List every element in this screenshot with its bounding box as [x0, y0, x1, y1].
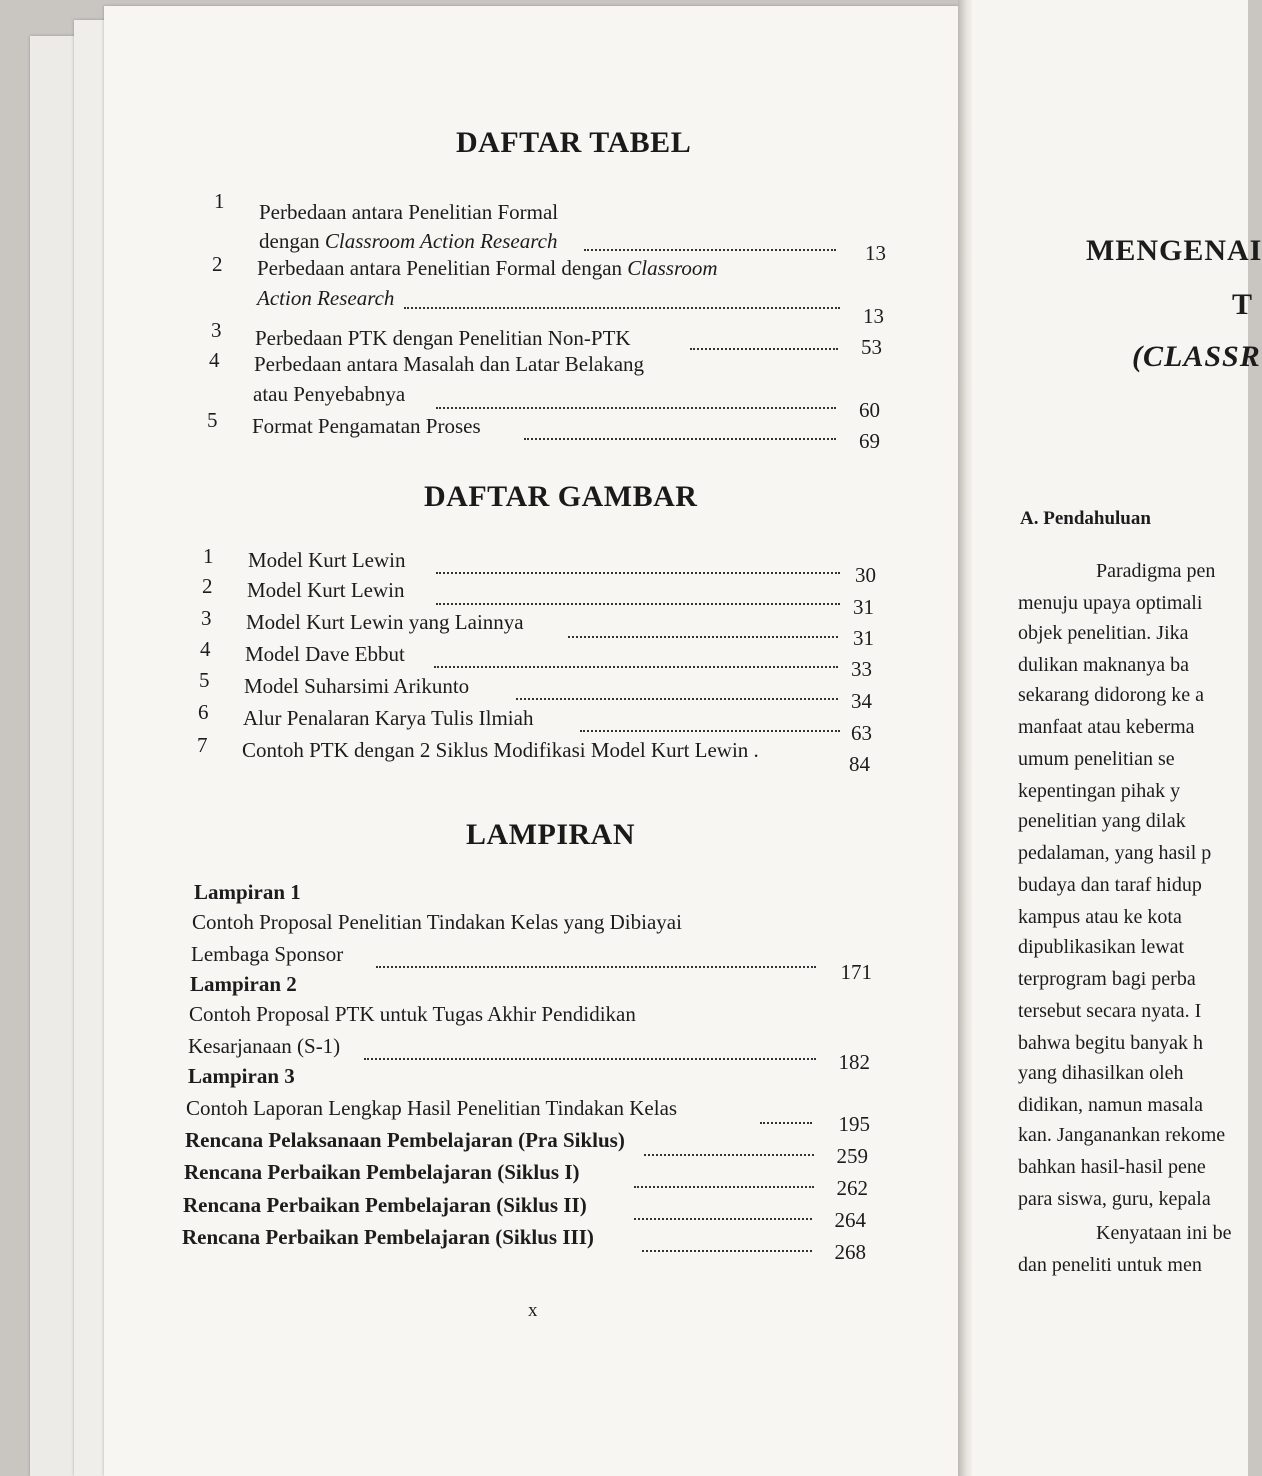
- dot-leader: [376, 966, 816, 968]
- lampiran-1-label: Lampiran 1: [194, 880, 301, 904]
- dot-leader: [642, 1250, 812, 1252]
- body-text-line: objek penelitian. Jika: [1018, 622, 1189, 644]
- rpp-item-title: Rencana Perbaikan Pembelajaran (Siklus I): [184, 1160, 580, 1184]
- gambar-item-number: 1: [203, 544, 214, 568]
- tabel-item-title: Perbedaan antara Penelitian Formal dengan Classroom: [257, 256, 718, 280]
- dot-leader: [690, 348, 838, 350]
- body-text-line: menuju upaya optimali: [1018, 592, 1203, 614]
- tabel-item-title-cont: Action Research: [257, 286, 395, 310]
- page-number: 84: [849, 752, 870, 776]
- body-text-line: pedalaman, yang hasil p: [1018, 842, 1212, 864]
- body-text-line: manfaat atau keberma: [1018, 716, 1195, 738]
- lampiran-2-title: Contoh Proposal PTK untuk Tugas Akhir Pendidikan: [189, 1002, 636, 1026]
- page-number: 63: [851, 721, 872, 745]
- dot-leader: [584, 249, 836, 251]
- rpp-item-title: Rencana Pelaksanaan Pembelajaran (Pra Siklus): [185, 1128, 625, 1152]
- page-number: 31: [853, 626, 874, 650]
- tabel-item-title: Format Pengamatan Proses: [252, 414, 481, 438]
- gambar-item-title: Alur Penalaran Karya Tulis Ilmiah: [243, 706, 534, 730]
- gambar-item-number: 5: [199, 668, 210, 692]
- rpp-item-title: Rencana Perbaikan Pembelajaran (Siklus II): [183, 1193, 587, 1217]
- tabel-item-title-cont: atau Penyebabnya: [253, 382, 406, 406]
- body-text-line: Paradigma pen: [1096, 560, 1216, 582]
- tabel-item-title: Perbedaan antara Penelitian Formal: [259, 200, 559, 224]
- body-text-line: dan peneliti untuk men: [1018, 1254, 1202, 1276]
- dot-leader: [436, 603, 840, 605]
- lampiran-1-title-cont: Lembaga Sponsor: [191, 942, 344, 966]
- chapter-title-line1: MENGENAI: [1086, 234, 1262, 267]
- tabel-item-title: Perbedaan antara Masalah dan Latar Belakang: [254, 352, 645, 376]
- book-gutter: [958, 0, 972, 1476]
- tabel-item-number: 3: [211, 318, 222, 342]
- body-text-line: para siswa, guru, kepala: [1018, 1188, 1211, 1210]
- tabel-item-title-cont: dengan Classroom Action Research: [259, 229, 558, 253]
- page-number: 13: [865, 241, 886, 265]
- tabel-item-title: Perbedaan PTK dengan Penelitian Non-PTK: [255, 326, 631, 350]
- gambar-item-title: Model Dave Ebbut: [245, 642, 405, 666]
- dot-leader: [436, 407, 836, 409]
- page-number: 268: [834, 1240, 866, 1264]
- body-text-line: yang dihasilkan oleh: [1018, 1062, 1184, 1084]
- lampiran-1-title: Contoh Proposal Penelitian Tindakan Kelas yang Dibiayai: [192, 910, 682, 934]
- gambar-item-number: 3: [201, 606, 212, 630]
- gambar-item-title: Model Kurt Lewin: [247, 578, 405, 602]
- dot-leader: [634, 1218, 812, 1220]
- daftar-gambar-heading: DAFTAR GAMBAR: [424, 480, 698, 513]
- gambar-item-number: 2: [202, 574, 213, 598]
- dot-leader: [364, 1058, 816, 1060]
- lampiran-heading: LAMPIRAN: [466, 818, 635, 851]
- body-text-line: terprogram bagi perba: [1018, 968, 1196, 990]
- page-number: 264: [834, 1208, 866, 1232]
- dot-leader: [516, 698, 838, 700]
- page-number: 262: [836, 1176, 868, 1200]
- page-number: 195: [838, 1112, 870, 1136]
- page-number: 182: [838, 1050, 870, 1074]
- dot-leader: [644, 1154, 814, 1156]
- daftar-tabel-heading: DAFTAR TABEL: [456, 126, 692, 159]
- page-number: 259: [836, 1144, 868, 1168]
- gambar-item-number: 6: [198, 700, 209, 724]
- dot-leader: [524, 438, 836, 440]
- gambar-item-number: 4: [200, 637, 211, 661]
- page-folio: x: [528, 1300, 538, 1321]
- tabel-item-number: 2: [212, 252, 223, 276]
- tabel-item-number: 5: [207, 408, 218, 432]
- lampiran-3-label: Lampiran 3: [188, 1064, 295, 1088]
- body-text-line: kepentingan pihak y: [1018, 780, 1181, 802]
- chapter-title-line3: (CLASSR: [1132, 340, 1261, 373]
- gambar-item-number: 7: [197, 733, 208, 757]
- section-heading: A. Pendahuluan: [1020, 508, 1151, 529]
- tabel-item-number: 4: [209, 348, 220, 372]
- lampiran-3-title: Contoh Laporan Lengkap Hasil Penelitian Tindakan Kelas: [186, 1096, 678, 1120]
- page-number: 33: [851, 657, 872, 681]
- page-number: 31: [853, 595, 874, 619]
- page-number: 60: [859, 398, 880, 422]
- page-number: 69: [859, 429, 880, 453]
- dot-leader: [404, 307, 840, 309]
- body-text-line: dipublikasikan lewat: [1018, 936, 1185, 958]
- dot-leader: [436, 572, 840, 574]
- body-text-line: dulikan maknanya ba: [1018, 654, 1190, 676]
- page-number: 53: [861, 335, 882, 359]
- rpp-item-title: Rencana Perbaikan Pembelajaran (Siklus III): [182, 1225, 594, 1249]
- body-text-line: umum penelitian se: [1018, 748, 1175, 770]
- body-text-line: kampus atau ke kota: [1018, 906, 1182, 928]
- tabel-item-number: 1: [214, 189, 225, 213]
- body-text-line: bahwa begitu banyak h: [1018, 1032, 1203, 1054]
- gambar-item-title: Model Kurt Lewin: [248, 548, 406, 572]
- lampiran-2-label: Lampiran 2: [190, 972, 297, 996]
- dot-leader: [760, 1122, 812, 1124]
- dot-leader: [580, 730, 840, 732]
- body-text-line: budaya dan taraf hidup: [1018, 874, 1202, 896]
- body-text-line: Kenyataan ini be: [1096, 1222, 1232, 1244]
- dot-leader: [434, 666, 838, 668]
- body-text-line: kan. Janganankan rekome: [1018, 1124, 1226, 1146]
- dot-leader: [568, 636, 838, 638]
- gambar-item-title: Model Suharsimi Arikunto: [244, 674, 470, 698]
- gambar-item-title: Model Kurt Lewin yang Lainnya: [246, 610, 524, 634]
- body-text-line: sekarang didorong ke a: [1018, 684, 1205, 706]
- body-text-line: bahkan hasil-hasil pene: [1018, 1156, 1206, 1178]
- lampiran-2-title-cont: Kesarjanaan (S-1): [188, 1034, 341, 1058]
- page-number: 171: [840, 960, 872, 984]
- body-text-line: tersebut secara nyata. I: [1018, 1000, 1202, 1022]
- body-text-line: penelitian yang dilak: [1018, 810, 1186, 832]
- page-number: 13: [863, 304, 884, 328]
- page-number: 30: [855, 563, 876, 587]
- page-number: 34: [851, 689, 872, 713]
- body-text-line: didikan, namun masala: [1018, 1094, 1203, 1116]
- gambar-item-title: Contoh PTK dengan 2 Siklus Modifikasi Model Kurt Lewin .: [242, 738, 759, 762]
- dot-leader: [634, 1186, 814, 1188]
- chapter-title-line2: T: [1232, 288, 1254, 321]
